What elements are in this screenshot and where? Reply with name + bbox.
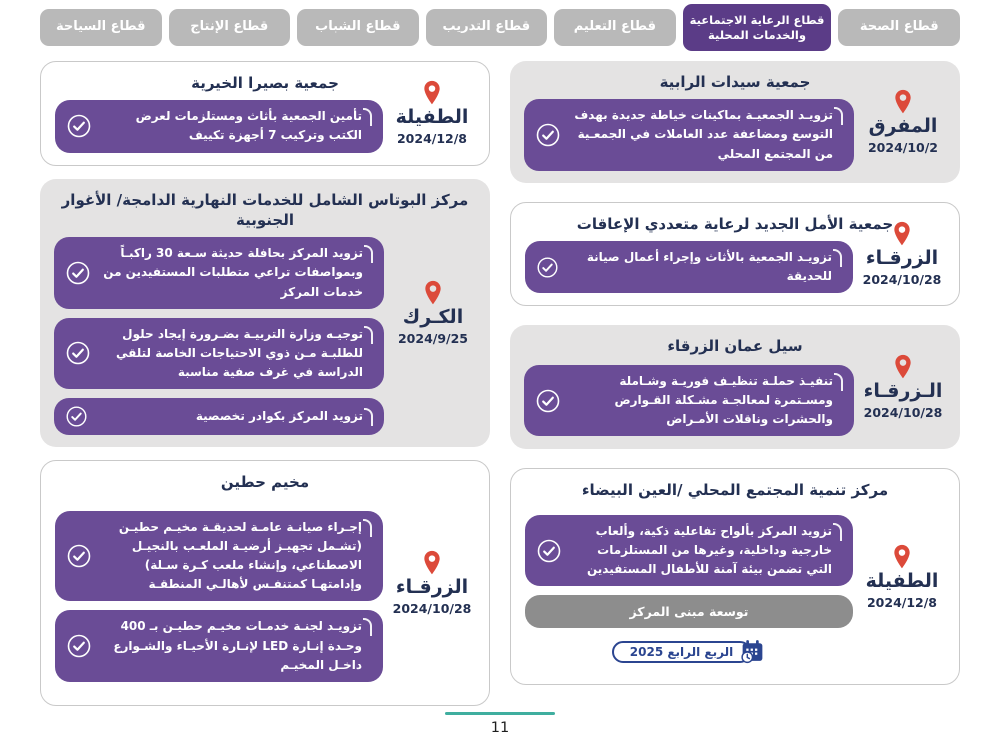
- project-card-busaira: [40, 61, 490, 166]
- location-pin-icon: [858, 89, 948, 114]
- event-date: 2024/12/8: [396, 131, 467, 147]
- location-pin-icon: [387, 550, 477, 575]
- achievement-text: تزويـد لجنـة خدمـات مخيـم حطيـن بـ 400 وحـدة إنـارة LED لإنـارة الأحيـاء والشـوارع داخـل المخيـم: [101, 617, 372, 675]
- check-circle-icon: [536, 538, 562, 564]
- location-block: [387, 80, 477, 146]
- location-name: الزرقـاء: [395, 576, 469, 599]
- location-block: [857, 221, 947, 287]
- location-block: [858, 355, 948, 421]
- location-name: الطفيلة: [395, 106, 469, 129]
- schedule-badge-label: الربع الرابع 2025: [612, 641, 751, 663]
- check-circle-icon: [65, 260, 91, 286]
- event-date: 2024/10/28: [862, 272, 942, 288]
- page-number: 11: [490, 720, 510, 737]
- project-card-hittin-camp: [40, 460, 490, 706]
- check-circle-icon: [65, 405, 88, 428]
- card-title: مركز تنمية المجتمع المحلي /العين البيضاء: [581, 481, 889, 500]
- achievement-text: تزويـد الجمعية بالأثاث وإجراء أعمال صيانة للحديقة: [568, 248, 842, 286]
- left-column: [40, 61, 490, 706]
- location-name: الكـرك: [402, 306, 464, 329]
- achievement-item: [55, 610, 383, 682]
- achievement-item: [54, 318, 384, 390]
- achievement-text: تزويد المركز بحافلة حديثة سـعة 30 راكبـاً وبمواصفات تراعي متطلبات المستفيدين من خدمات المركز: [100, 244, 373, 302]
- sector-tab-bar: [0, 0, 1000, 51]
- location-pin-icon: [387, 80, 477, 105]
- event-date: 2024/10/28: [863, 405, 943, 421]
- tab-education-sector[interactable]: قطاع التعليم: [554, 9, 676, 46]
- schedule-badge-row: [525, 638, 853, 665]
- project-card-new-hope: [510, 202, 960, 307]
- check-circle-icon: [536, 256, 559, 279]
- check-circle-icon: [535, 122, 561, 148]
- location-block: [858, 89, 948, 155]
- achievement-item: [54, 398, 384, 435]
- check-circle-icon: [66, 113, 92, 139]
- footer-divider: [445, 712, 555, 715]
- achievement-list: [524, 364, 854, 438]
- schedule-badge: [612, 638, 766, 665]
- check-circle-icon: [66, 633, 92, 659]
- event-date: 2024/10/28: [392, 601, 472, 617]
- calendar-clock-icon: [739, 638, 766, 665]
- achievement-item: [524, 365, 854, 437]
- tab-training-sector[interactable]: قطاع التدريب: [426, 9, 548, 46]
- location-name: الطفيلة: [865, 570, 939, 593]
- tab-production-sector[interactable]: قطاع الإنتاج: [169, 9, 291, 46]
- event-date: 2024/10/2: [867, 139, 938, 155]
- event-date: 2024/12/8: [866, 594, 937, 610]
- project-card-rabiyah-ladies: [510, 61, 960, 183]
- achievement-item: [524, 99, 854, 171]
- location-pin-icon: [857, 544, 947, 569]
- achievement-text: تزويد المركز بكوادر تخصصية: [97, 407, 373, 426]
- achievement-item: [525, 515, 853, 587]
- achievement-list: [525, 241, 853, 293]
- project-card-community-dev-center: [510, 468, 960, 685]
- cards-grid: [0, 51, 1000, 706]
- project-card-potash-center: [40, 179, 490, 448]
- achievement-text: تزويـد الجمعيـة بماكينات خياطة جديدة بهدف التوسع ومضاعفة عدد العاملات في الجمعـية من المجتمع المحلي: [570, 106, 843, 164]
- achievement-list: [55, 100, 383, 152]
- card-title: جمعية الأمل الجديد لرعاية متعددي الإعاقات: [576, 214, 894, 233]
- tab-tourism-sector[interactable]: قطاع السياحة: [40, 9, 162, 46]
- achievement-text: تنفيـذ حملـة تنظيـف فوريـة وشـاملة ومسـتمرة لمعالجـة مشـكلة القـوارض والحشرات وناقلات الأمـراض: [570, 372, 843, 430]
- achievement-item: [55, 100, 383, 152]
- check-circle-icon: [535, 388, 561, 414]
- location-block: [857, 544, 947, 610]
- pending-item: توسعة مبنى المركز: [525, 595, 853, 628]
- card-title: مخيم حطين: [220, 473, 310, 492]
- project-card-amman-seil: [510, 325, 960, 449]
- location-block: [388, 280, 478, 346]
- achievement-text: تأمين الجمعية بأثاث ومستلزمات لعرض الكتب وتركيب 7 أجهزة تكييف: [101, 107, 372, 145]
- card-title: جمعية بصيرا الخيرية: [191, 74, 339, 92]
- achievement-text: إجـراء صيانـة عامـة لحديقـة مخيـم حطيـن (تشـمل تجهيـز أرضيـة الملعـب بالنجيـل الاصطناعي، وإنشاء ملعب كـرة سـلة) وإدامتهـا كمتنفـس لأهالـي المنطقـة: [101, 518, 372, 595]
- achievement-text: توجيـه وزارة التربيـة بضـرورة إيجاد حلول للطلبـة مـن ذوي الاحتياجات الخاصة لتلقي الدراسة في غرف صفية مناسبة: [100, 325, 373, 383]
- location-block: [387, 550, 477, 616]
- card-title: مركز البوتاس الشامل للخدمات النهارية الدامجة/ الأغوار الجنوبية: [61, 190, 469, 229]
- achievement-text: تزويد المركز بألواح تفاعلية ذكية، وألعاب خارجية وداخلية، وغيرها من المستلزمات التي تضمن بيئة آمنة للأطفال المستفيدين: [571, 522, 842, 580]
- location-name: الـزرقـاء: [863, 380, 943, 403]
- achievement-list: [55, 500, 383, 694]
- page-footer: [0, 706, 1000, 746]
- event-date: 2024/9/25: [397, 330, 468, 346]
- card-title: سيل عمان الزرقاء: [667, 337, 803, 356]
- card-title: جمعية سيدات الرابية: [659, 73, 811, 91]
- right-column: [510, 61, 960, 685]
- achievement-list: [524, 99, 854, 171]
- achievement-list: [54, 237, 384, 435]
- location-pin-icon: [858, 355, 948, 380]
- tab-social-care-sector[interactable]: قطاع الرعاية الاجتماعية والخدمات المحلية: [683, 4, 832, 51]
- achievement-list: [525, 508, 853, 673]
- location-pin-icon: [388, 280, 478, 305]
- achievement-item: [54, 237, 384, 309]
- achievement-item: [55, 511, 383, 602]
- location-name: المفرق: [868, 115, 938, 138]
- check-circle-icon: [66, 543, 92, 569]
- tab-health-sector[interactable]: قطاع الصحة: [838, 9, 960, 46]
- location-name: الزرقـاء: [865, 247, 939, 270]
- tab-youth-sector[interactable]: قطاع الشباب: [297, 9, 419, 46]
- location-pin-icon: [857, 221, 947, 246]
- achievement-item: [525, 241, 853, 293]
- check-circle-icon: [65, 340, 91, 366]
